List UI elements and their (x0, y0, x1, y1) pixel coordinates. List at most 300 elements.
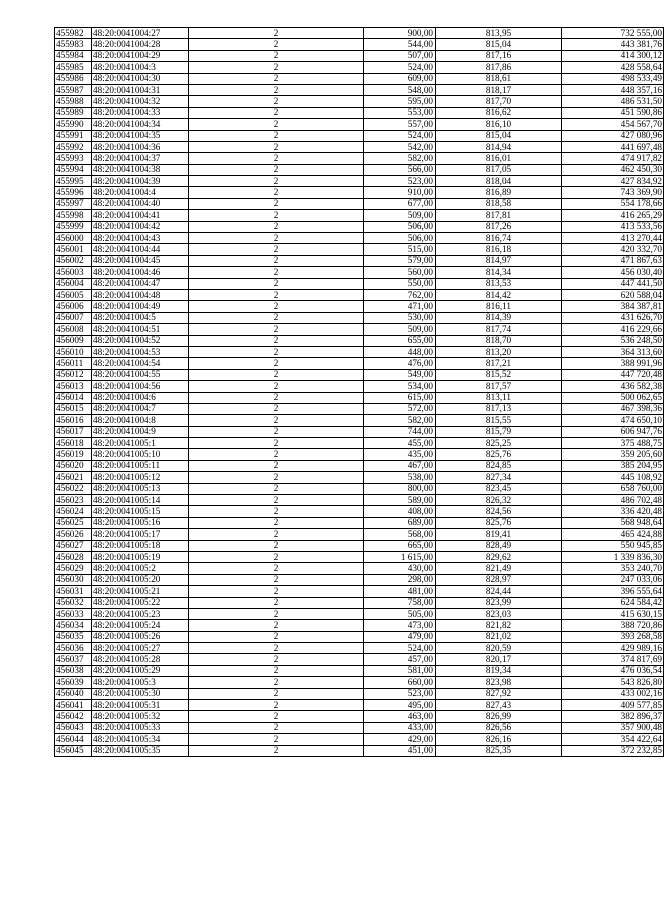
table-row (55, 176, 664, 187)
class-cell: 2 (189, 654, 364, 665)
table-row (55, 289, 664, 300)
area-cell: 467,00 (364, 460, 436, 471)
area-cell: 524,00 (364, 643, 436, 654)
table-row (55, 506, 664, 517)
unit-rate-cell: 818,04 (436, 176, 562, 187)
area-cell: 506,00 (364, 221, 436, 232)
class-cell: 2 (189, 369, 364, 380)
table-row (55, 551, 664, 562)
record-id-cell: 456036 (55, 643, 92, 654)
record-id-cell: 456017 (55, 426, 92, 437)
class-cell: 2 (189, 324, 364, 335)
record-id-cell: 456042 (55, 711, 92, 722)
cadastral-value-table (54, 27, 664, 757)
cadastral-number-cell: 48:20:0041005:18 (92, 540, 189, 551)
record-id-cell: 455985 (55, 62, 92, 73)
class-cell: 2 (189, 586, 364, 597)
cadastral-number-cell: 48:20:0041005:30 (92, 688, 189, 699)
record-id-cell: 455984 (55, 50, 92, 61)
cadastral-value-cell: 416 229,66 (562, 324, 664, 335)
area-cell: 524,00 (364, 130, 436, 141)
cadastral-number-cell: 48:20:0041004:36 (92, 141, 189, 152)
unit-rate-cell: 814,39 (436, 312, 562, 323)
table-row (55, 233, 664, 244)
cadastral-value-cell: 451 590,86 (562, 107, 664, 118)
table-row (55, 438, 664, 449)
record-id-cell: 456024 (55, 506, 92, 517)
unit-rate-cell: 817,57 (436, 381, 562, 392)
area-cell: 550,00 (364, 278, 436, 289)
cadastral-value-cell: 474 917,82 (562, 153, 664, 164)
cadastral-value-cell: 486 531,50 (562, 96, 664, 107)
cadastral-value-cell: 336 420,48 (562, 506, 664, 517)
class-cell: 2 (189, 540, 364, 551)
cadastral-value-cell: 413 270,44 (562, 233, 664, 244)
record-id-cell: 456027 (55, 540, 92, 551)
cadastral-number-cell: 48:20:0041004:51 (92, 324, 189, 335)
class-cell: 2 (189, 278, 364, 289)
table-row (55, 631, 664, 642)
cadastral-number-cell: 48:20:0041004:55 (92, 369, 189, 380)
cadastral-number-cell: 48:20:0041004:3 (92, 62, 189, 73)
unit-rate-cell: 817,74 (436, 324, 562, 335)
area-cell: 609,00 (364, 73, 436, 84)
cadastral-number-cell: 48:20:0041004:33 (92, 107, 189, 118)
unit-rate-cell: 818,61 (436, 73, 562, 84)
table-row (55, 654, 664, 665)
unit-rate-cell: 817,16 (436, 50, 562, 61)
area-cell: 665,00 (364, 540, 436, 551)
unit-rate-cell: 828,97 (436, 574, 562, 585)
cadastral-value-cell: 431 626,70 (562, 312, 664, 323)
table-row (55, 700, 664, 711)
unit-rate-cell: 816,62 (436, 107, 562, 118)
unit-rate-cell: 818,17 (436, 84, 562, 95)
area-cell: 910,00 (364, 187, 436, 198)
cadastral-value-cell: 427 834,92 (562, 176, 664, 187)
cadastral-number-cell: 48:20:0041004:37 (92, 153, 189, 164)
class-cell: 2 (189, 381, 364, 392)
unit-rate-cell: 826,32 (436, 495, 562, 506)
class-cell: 2 (189, 358, 364, 369)
class-cell: 2 (189, 700, 364, 711)
cadastral-number-cell: 48:20:0041004:7 (92, 403, 189, 414)
unit-rate-cell: 817,81 (436, 210, 562, 221)
record-id-cell: 456023 (55, 495, 92, 506)
class-cell: 2 (189, 711, 364, 722)
unit-rate-cell: 817,86 (436, 62, 562, 73)
class-cell: 2 (189, 688, 364, 699)
cadastral-number-cell: 48:20:0041004:48 (92, 289, 189, 300)
record-id-cell: 456028 (55, 551, 92, 562)
cadastral-value-cell: 384 387,81 (562, 301, 664, 312)
table-row (55, 620, 664, 631)
cadastral-value-cell: 416 265,29 (562, 210, 664, 221)
class-cell: 2 (189, 529, 364, 540)
class-cell: 2 (189, 96, 364, 107)
unit-rate-cell: 821,49 (436, 563, 562, 574)
table-row (55, 688, 664, 699)
table-row (55, 187, 664, 198)
table-row (55, 369, 664, 380)
unit-rate-cell: 825,76 (436, 517, 562, 528)
table-row (55, 346, 664, 357)
cadastral-number-cell: 48:20:0041005:23 (92, 608, 189, 619)
unit-rate-cell: 816,18 (436, 244, 562, 255)
area-cell: 509,00 (364, 210, 436, 221)
area-cell: 595,00 (364, 96, 436, 107)
table-row (55, 734, 664, 745)
cadastral-number-cell: 48:20:0041005:29 (92, 665, 189, 676)
record-id-cell: 456033 (55, 608, 92, 619)
cadastral-number-cell: 48:20:0041005:28 (92, 654, 189, 665)
class-cell: 2 (189, 255, 364, 266)
unit-rate-cell: 814,97 (436, 255, 562, 266)
table-body (55, 28, 664, 757)
class-cell: 2 (189, 483, 364, 494)
area-cell: 457,00 (364, 654, 436, 665)
cadastral-number-cell: 48:20:0041005:13 (92, 483, 189, 494)
class-cell: 2 (189, 597, 364, 608)
class-cell: 2 (189, 73, 364, 84)
cadastral-value-cell: 388 991,96 (562, 358, 664, 369)
area-cell: 744,00 (364, 426, 436, 437)
table-row (55, 426, 664, 437)
table-row (55, 677, 664, 688)
table-row (55, 198, 664, 209)
record-id-cell: 455990 (55, 119, 92, 130)
table-row (55, 381, 664, 392)
unit-rate-cell: 817,21 (436, 358, 562, 369)
cadastral-number-cell: 48:20:0041004:45 (92, 255, 189, 266)
unit-rate-cell: 816,10 (436, 119, 562, 130)
unit-rate-cell: 828,49 (436, 540, 562, 551)
area-cell: 509,00 (364, 324, 436, 335)
table-row (55, 324, 664, 335)
class-cell: 2 (189, 665, 364, 676)
class-cell: 2 (189, 50, 364, 61)
cadastral-number-cell: 48:20:0041004:43 (92, 233, 189, 244)
unit-rate-cell: 816,89 (436, 187, 562, 198)
record-id-cell: 456019 (55, 449, 92, 460)
cadastral-number-cell: 48:20:0041004:5 (92, 312, 189, 323)
unit-rate-cell: 816,74 (436, 233, 562, 244)
cadastral-value-cell: 447 441,50 (562, 278, 664, 289)
class-cell: 2 (189, 176, 364, 187)
unit-rate-cell: 825,25 (436, 438, 562, 449)
area-cell: 544,00 (364, 39, 436, 50)
cadastral-number-cell: 48:20:0041005:22 (92, 597, 189, 608)
cadastral-value-cell: 372 232,85 (562, 745, 664, 756)
cadastral-value-cell: 429 989,16 (562, 643, 664, 654)
cadastral-number-cell: 48:20:0041004:56 (92, 381, 189, 392)
cadastral-value-cell: 1 339 836,30 (562, 551, 664, 562)
cadastral-number-cell: 48:20:0041004:35 (92, 130, 189, 141)
unit-rate-cell: 815,55 (436, 415, 562, 426)
cadastral-value-cell: 448 357,16 (562, 84, 664, 95)
unit-rate-cell: 820,59 (436, 643, 562, 654)
record-id-cell: 456022 (55, 483, 92, 494)
class-cell: 2 (189, 734, 364, 745)
area-cell: 560,00 (364, 267, 436, 278)
cadastral-number-cell: 48:20:0041004:49 (92, 301, 189, 312)
cadastral-value-cell: 413 533,56 (562, 221, 664, 232)
table-row (55, 495, 664, 506)
record-id-cell: 456039 (55, 677, 92, 688)
cadastral-number-cell: 48:20:0041005:27 (92, 643, 189, 654)
table-row (55, 221, 664, 232)
unit-rate-cell: 814,42 (436, 289, 562, 300)
class-cell: 2 (189, 438, 364, 449)
table-row (55, 301, 664, 312)
class-cell: 2 (189, 233, 364, 244)
record-id-cell: 455995 (55, 176, 92, 187)
class-cell: 2 (189, 153, 364, 164)
area-cell: 553,00 (364, 107, 436, 118)
table-row (55, 483, 664, 494)
area-cell: 408,00 (364, 506, 436, 517)
unit-rate-cell: 815,04 (436, 130, 562, 141)
cadastral-value-cell: 428 558,64 (562, 62, 664, 73)
cadastral-value-cell: 462 450,30 (562, 164, 664, 175)
cadastral-number-cell: 48:20:0041005:1 (92, 438, 189, 449)
table-row (55, 608, 664, 619)
area-cell: 534,00 (364, 381, 436, 392)
class-cell: 2 (189, 244, 364, 255)
table-row (55, 141, 664, 152)
record-id-cell: 456015 (55, 403, 92, 414)
cadastral-value-cell: 359 205,60 (562, 449, 664, 460)
area-cell: 515,00 (364, 244, 436, 255)
cadastral-number-cell: 48:20:0041005:16 (92, 517, 189, 528)
table-row (55, 130, 664, 141)
area-cell: 660,00 (364, 677, 436, 688)
record-id-cell: 456010 (55, 346, 92, 357)
record-id-cell: 455988 (55, 96, 92, 107)
unit-rate-cell: 821,82 (436, 620, 562, 631)
table-row (55, 745, 664, 756)
unit-rate-cell: 826,16 (436, 734, 562, 745)
cadastral-value-cell: 364 313,60 (562, 346, 664, 357)
area-cell: 677,00 (364, 198, 436, 209)
area-cell: 495,00 (364, 700, 436, 711)
cadastral-number-cell: 48:20:0041004:32 (92, 96, 189, 107)
record-id-cell: 455996 (55, 187, 92, 198)
area-cell: 451,00 (364, 745, 436, 756)
cadastral-value-cell: 353 240,70 (562, 563, 664, 574)
cadastral-value-cell: 658 760,00 (562, 483, 664, 494)
cadastral-number-cell: 48:20:0041004:42 (92, 221, 189, 232)
table-row (55, 96, 664, 107)
area-cell: 589,00 (364, 495, 436, 506)
table-row (55, 449, 664, 460)
cadastral-value-cell: 441 697,48 (562, 141, 664, 152)
record-id-cell: 456043 (55, 722, 92, 733)
table-row (55, 335, 664, 346)
class-cell: 2 (189, 460, 364, 471)
area-cell: 542,00 (364, 141, 436, 152)
record-id-cell: 456005 (55, 289, 92, 300)
class-cell: 2 (189, 28, 364, 39)
area-cell: 473,00 (364, 620, 436, 631)
area-cell: 557,00 (364, 119, 436, 130)
table-row (55, 164, 664, 175)
record-id-cell: 455997 (55, 198, 92, 209)
unit-rate-cell: 820,17 (436, 654, 562, 665)
area-cell: 1 615,00 (364, 551, 436, 562)
class-cell: 2 (189, 722, 364, 733)
cadastral-number-cell: 48:20:0041005:10 (92, 449, 189, 460)
class-cell: 2 (189, 620, 364, 631)
cadastral-number-cell: 48:20:0041005:14 (92, 495, 189, 506)
cadastral-value-cell: 433 002,16 (562, 688, 664, 699)
cadastral-value-cell: 393 268,58 (562, 631, 664, 642)
cadastral-value-cell: 624 584,42 (562, 597, 664, 608)
cadastral-number-cell: 48:20:0041005:26 (92, 631, 189, 642)
cadastral-value-cell: 606 947,76 (562, 426, 664, 437)
table-row (55, 73, 664, 84)
cadastral-value-cell: 382 896,37 (562, 711, 664, 722)
cadastral-value-cell: 467 398,36 (562, 403, 664, 414)
record-id-cell: 455994 (55, 164, 92, 175)
area-cell: 581,00 (364, 665, 436, 676)
table-row (55, 119, 664, 130)
area-cell: 506,00 (364, 233, 436, 244)
cadastral-value-cell: 498 533,49 (562, 73, 664, 84)
table-row (55, 711, 664, 722)
area-cell: 582,00 (364, 415, 436, 426)
cadastral-value-cell: 486 702,48 (562, 495, 664, 506)
record-id-cell: 456032 (55, 597, 92, 608)
unit-rate-cell: 827,34 (436, 472, 562, 483)
cadastral-number-cell: 48:20:0041004:53 (92, 346, 189, 357)
class-cell: 2 (189, 141, 364, 152)
record-id-cell: 456034 (55, 620, 92, 631)
class-cell: 2 (189, 643, 364, 654)
cadastral-value-cell: 743 369,90 (562, 187, 664, 198)
class-cell: 2 (189, 506, 364, 517)
cadastral-number-cell: 48:20:0041005:2 (92, 563, 189, 574)
cadastral-value-cell: 436 582,38 (562, 381, 664, 392)
area-cell: 762,00 (364, 289, 436, 300)
cadastral-number-cell: 48:20:0041005:21 (92, 586, 189, 597)
unit-rate-cell: 829,62 (436, 551, 562, 562)
table-row (55, 415, 664, 426)
table-row (55, 460, 664, 471)
unit-rate-cell: 823,45 (436, 483, 562, 494)
unit-rate-cell: 815,04 (436, 39, 562, 50)
record-id-cell: 456003 (55, 267, 92, 278)
table-row (55, 358, 664, 369)
table-row (55, 574, 664, 585)
class-cell: 2 (189, 267, 364, 278)
cadastral-number-cell: 48:20:0041005:20 (92, 574, 189, 585)
area-cell: 655,00 (364, 335, 436, 346)
cadastral-value-cell: 396 555,64 (562, 586, 664, 597)
class-cell: 2 (189, 677, 364, 688)
record-id-cell: 455986 (55, 73, 92, 84)
record-id-cell: 456038 (55, 665, 92, 676)
record-id-cell: 456018 (55, 438, 92, 449)
unit-rate-cell: 817,05 (436, 164, 562, 175)
area-cell: 530,00 (364, 312, 436, 323)
cadastral-value-cell: 536 248,50 (562, 335, 664, 346)
cadastral-number-cell: 48:20:0041004:39 (92, 176, 189, 187)
cadastral-number-cell: 48:20:0041004:47 (92, 278, 189, 289)
unit-rate-cell: 827,92 (436, 688, 562, 699)
cadastral-value-cell: 447 720,48 (562, 369, 664, 380)
record-id-cell: 455998 (55, 210, 92, 221)
table-row (55, 255, 664, 266)
class-cell: 2 (189, 210, 364, 221)
cadastral-value-cell: 388 720,86 (562, 620, 664, 631)
unit-rate-cell: 818,70 (436, 335, 562, 346)
cadastral-value-cell: 474 650,10 (562, 415, 664, 426)
unit-rate-cell: 819,34 (436, 665, 562, 676)
class-cell: 2 (189, 301, 364, 312)
cadastral-value-cell: 620 588,04 (562, 289, 664, 300)
area-cell: 615,00 (364, 392, 436, 403)
cadastral-value-cell: 550 945,85 (562, 540, 664, 551)
record-id-cell: 456004 (55, 278, 92, 289)
unit-rate-cell: 817,13 (436, 403, 562, 414)
class-cell: 2 (189, 449, 364, 460)
record-id-cell: 456021 (55, 472, 92, 483)
area-cell: 433,00 (364, 722, 436, 733)
class-cell: 2 (189, 631, 364, 642)
cadastral-value-cell: 427 080,96 (562, 130, 664, 141)
record-id-cell: 456041 (55, 700, 92, 711)
unit-rate-cell: 817,70 (436, 96, 562, 107)
area-cell: 548,00 (364, 84, 436, 95)
cadastral-value-cell: 374 817,69 (562, 654, 664, 665)
class-cell: 2 (189, 39, 364, 50)
class-cell: 2 (189, 119, 364, 130)
class-cell: 2 (189, 335, 364, 346)
class-cell: 2 (189, 187, 364, 198)
class-cell: 2 (189, 403, 364, 414)
class-cell: 2 (189, 495, 364, 506)
area-cell: 429,00 (364, 734, 436, 745)
cadastral-value-cell: 420 332,70 (562, 244, 664, 255)
record-id-cell: 456013 (55, 381, 92, 392)
cadastral-number-cell: 48:20:0041004:4 (92, 187, 189, 198)
class-cell: 2 (189, 289, 364, 300)
area-cell: 568,00 (364, 529, 436, 540)
cadastral-number-cell: 48:20:0041005:34 (92, 734, 189, 745)
class-cell: 2 (189, 84, 364, 95)
area-cell: 507,00 (364, 50, 436, 61)
area-cell: 430,00 (364, 563, 436, 574)
cadastral-value-cell: 465 424,88 (562, 529, 664, 540)
area-cell: 471,00 (364, 301, 436, 312)
unit-rate-cell: 824,44 (436, 586, 562, 597)
record-id-cell: 455989 (55, 107, 92, 118)
unit-rate-cell: 823,03 (436, 608, 562, 619)
record-id-cell: 456044 (55, 734, 92, 745)
cadastral-number-cell: 48:20:0041004:30 (92, 73, 189, 84)
cadastral-number-cell: 48:20:0041004:28 (92, 39, 189, 50)
unit-rate-cell: 816,01 (436, 153, 562, 164)
area-cell: 298,00 (364, 574, 436, 585)
unit-rate-cell: 821,02 (436, 631, 562, 642)
area-cell: 566,00 (364, 164, 436, 175)
class-cell: 2 (189, 62, 364, 73)
unit-rate-cell: 823,99 (436, 597, 562, 608)
record-id-cell: 456016 (55, 415, 92, 426)
class-cell: 2 (189, 164, 364, 175)
cadastral-value-cell: 554 178,66 (562, 198, 664, 209)
